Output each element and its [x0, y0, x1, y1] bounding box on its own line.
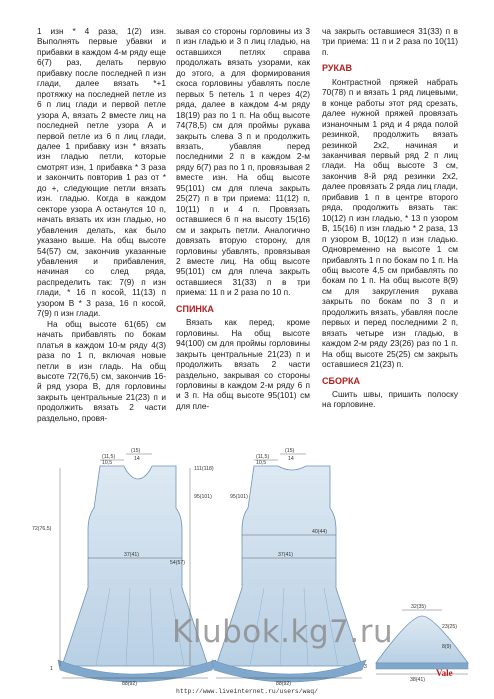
- label-height-95: 95(101): [230, 494, 248, 500]
- label-top-left: (11,5): [256, 454, 270, 460]
- label-bottom-88: 88(92): [276, 681, 291, 687]
- text-column-2: [176, 26, 310, 411]
- label-top-mid: (15): [285, 448, 295, 454]
- text-column-1: [37, 26, 166, 423]
- section-heading-spinka: СПИНКА: [176, 303, 214, 314]
- label-top-mid-2: 14: [288, 456, 294, 462]
- back-diagram: [212, 448, 366, 687]
- paragraph: зывая со стороны горловины из 3 п изн гладью и 3 п лиц гладью, на оставшихся петлях справа продолжать вязать узорами, как до этого, а для формирования скоса горловины убавлять после первых 5 петель 1 п через 4(2) ряда, далее в каждом 4-м ряду 18(19) раз по 1 п. На общ высоте 74(78,5) см для проймы рукава закрыть слева 3 п и продолжить вязать, убавляя перед последними 2 п в каждом 2-м ряду 6(7) раз по 1 п, провязывая 2 вместе изн. На общ высоте 95(101) см для плеча закрыть 25(27) п в три приема: 11(12) п, 10(11) п и 4 п. Провязать оставшиеся 6 п на высоту 15(16) см и закрыть петли. Аналогично довязать вторую сторону, для горловины убавлять, провязывая 2 вместе лиц. На общ высоте 95(101) см для плеча закрыть оставшиеся 31(33) п в три приема: 11 п и 2 раза по 10 п.: [176, 26, 310, 298]
- section-heading-sborka: СБОРКА: [322, 375, 360, 386]
- label-bottom-88: 88(92): [122, 681, 137, 687]
- label-height-8: 8(9): [442, 644, 452, 650]
- paragraph: Контрастной пряжей набрать 70(78) п и вязать 1 ряд лицевыми, в конце работы этот ряд срезать, далее нужной пряжей провязать изнаночным 1 ряд и 4 ряда полой резинкой, продолжить вязать резинкой 2x2, начиная и заканчивая первый ряд 2 п лиц глади. На общ высоте 3 см, закончив 8-й ряд резинки 2x2, далее провязать 2 ряда лиц глади, прибавив 1 п в центре второго ряда, продолжить вязать так: 10(12) п изн гладью, * 13 п узором B, 15(16) п изн гладью * 2 раза, 13 п узором B, 10(12) п изн гладью. Одновременно на высоте 1 см прибавлять 1 п по бокам по 1 п. На общ высоте 4,5 см прибавлять по бокам по 1 п. На общ высоте 8(9) см для закругления рукава закрыть по бокам по 3 п и продолжить вязать, убавляя после первых и перед последними 2 п, вязать четыре изн гладью, в каждом 2-м ряду 23(26) раз по 1 п. На общ высоте 25(25) см закрыть оставшиеся 21(23) п.: [322, 76, 458, 370]
- pattern-diagrams: [30, 448, 470, 690]
- label-height-72: 72(76,5): [32, 526, 52, 532]
- label-height-111: 111(118): [194, 466, 214, 472]
- label-top-mid-2: 14: [134, 456, 140, 462]
- watermark-text: Klubok.kg7.ru: [172, 614, 394, 650]
- source-url[interactable]: http://www.liveinternet.ru/users/waq/: [176, 688, 318, 695]
- label-width-40: 40(44): [312, 529, 327, 535]
- label-hem: 1: [50, 666, 53, 672]
- label-top-left-2: 10,5: [102, 460, 113, 466]
- section-heading-rukav: РУКАВ: [322, 63, 352, 74]
- paragraph: Вязать как перед, кроме горловины. На общ высоте 94(100) см для проймы горловины закрыть центральные 21(23) п и продолжить вязать 2 части раздельно, закрывая со стороны горловины в каждом 2-м ряду 6 п и 3 п. На общ высоте 95(101) см для пле-: [176, 317, 310, 411]
- label-top-left-2: 10,5: [256, 460, 267, 466]
- label-height-54: 54(57): [170, 560, 185, 566]
- paragraph: 1 изн * 4 раза, 1(2) изн. Выполнять первые убавки и прибавки в каждом 4-м ряду еще 6(7) раз, делать первую прибавку после последней п изн глади, далее вязать *+1 протяжку на последней петле из 6 п лиц глади и первой петле узора A, вязать 2 вместе лиц на последней петле узора A и первой петле из 6 п лиц глади, далее 1 прибавку изн * вязать изн гладью петли, которые смотрят изн, 1 прибавка * 3 раза и закончить повторив 1 раз от * до +, следующие петли вязать изн. гладью. Когда в каждом секторе узора A останутся 10 п, начать вязать их изн гладью, но убавления делать, как было указано выше. На общ высоте 54(57) см, закончив указанные убавления и прибавления, начиная со след ряда, распределить так: 7(9) п изн глади, * 16 п косой, 11(13) п узором B * 3 раза, 16 п косой, 7(9) п изн глади.: [37, 26, 166, 319]
- front-diagram: [32, 448, 216, 687]
- label-height-23: 23(25): [442, 624, 457, 630]
- text-column-3: [322, 26, 458, 410]
- paragraph: На общ высоте 61(65) см начать прибавлять по бокам платья в каждом 10-м ряду 4(3) раза по 1 п, включая новые петли в изн гладь. На общ высоте 72(76,5) см, закончив 16-й ряд узора B, для горловины закрыть центральные 21(23) п и продолжить вязать 2 части раздельно, провя-: [37, 318, 166, 423]
- label-top-left: (11,5): [102, 454, 116, 460]
- brand-logo: Vale: [436, 668, 453, 678]
- diagrams-svg: [30, 448, 470, 690]
- paragraph: ча закрыть оставшиеся 31(33) п в три приема: 11 п и 2 раза по 10(11) п.: [322, 26, 458, 57]
- label-width-37: 37(41): [124, 552, 139, 558]
- label-cuff-3: 3: [364, 664, 367, 670]
- paragraph: Сшить швы, пришить полоску на горловине.: [322, 388, 458, 410]
- label-width-38: 38(41): [410, 677, 425, 683]
- label-height-95: 95(101): [194, 494, 212, 500]
- label-top-mid: (15): [131, 448, 141, 454]
- label-width-32: 32(35): [411, 604, 426, 610]
- label-width-37: 37(41): [278, 552, 293, 558]
